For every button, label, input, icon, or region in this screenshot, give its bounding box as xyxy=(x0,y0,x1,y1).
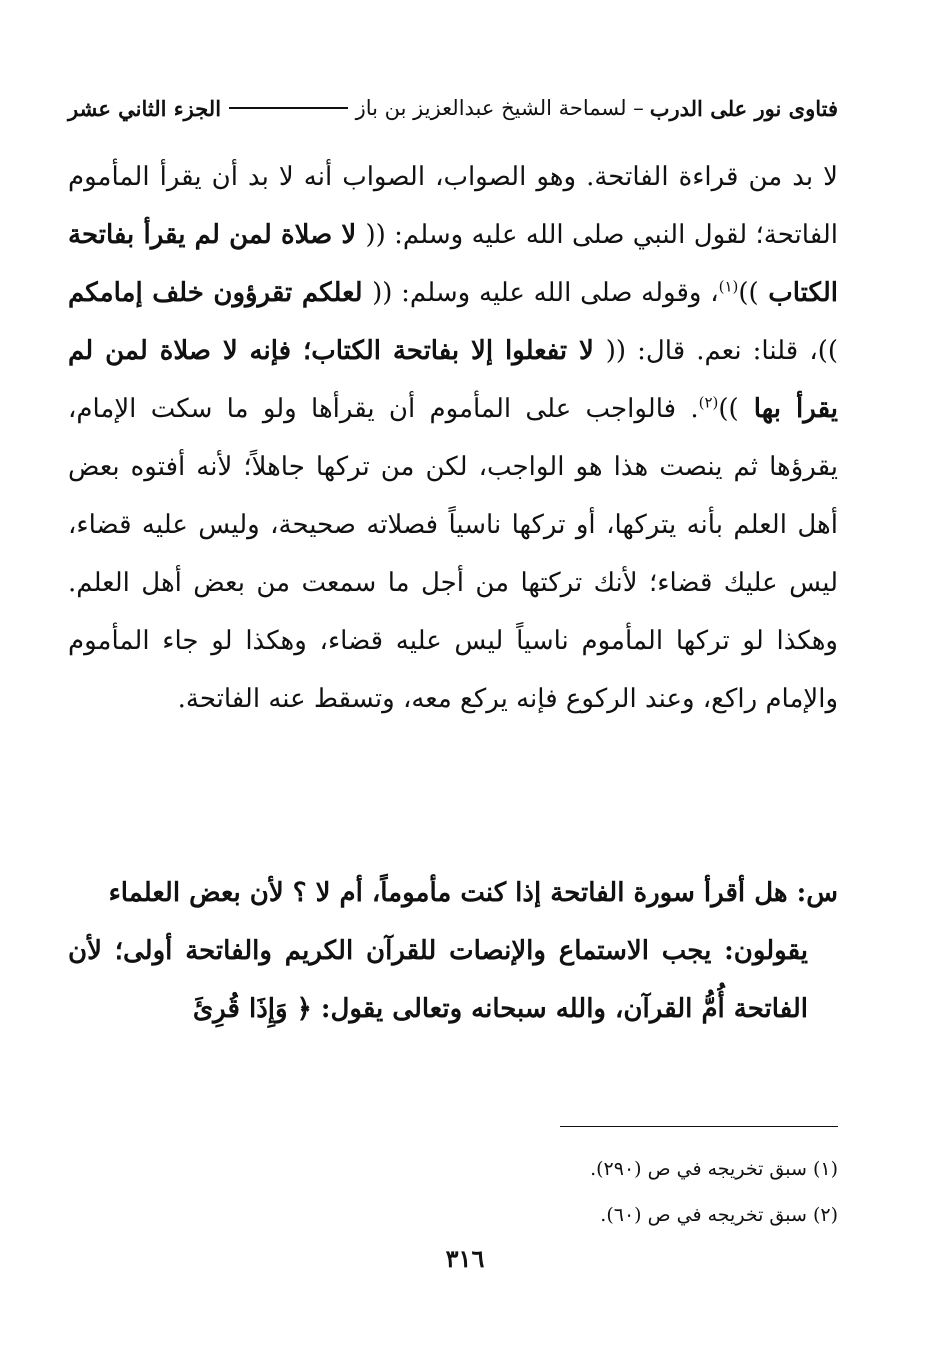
header-rule xyxy=(229,107,348,109)
question-first-line: س: هل أقرأ سورة الفاتحة إذا كنت مأموماً، أم لا ؟ لأن بعض العلماء xyxy=(108,878,838,908)
text-run: لا بد من قراءة الفاتحة. وهو الصواب، الصواب أنه لا بد أن يقرأ المأموم الفاتحة؛ لقول النبي صلى الله عليه وسلم: (( xyxy=(68,162,838,250)
footnotes xyxy=(500,1146,838,1238)
footnote-divider xyxy=(560,1126,838,1127)
volume-label: الجزء الثاني عشر xyxy=(68,95,222,121)
footnote-ref: (١) xyxy=(718,277,739,296)
answer-paragraph xyxy=(68,148,838,728)
book-title: فتاوى نور على الدرب xyxy=(649,95,838,121)
hadith-quote: لعلكم تقرؤون خلف إمامكم xyxy=(68,278,373,308)
footnote-1: (١) سبق تخريجه في ص (٢٩٠). xyxy=(590,1158,838,1180)
page-number: ٣١٦ xyxy=(445,1244,485,1273)
answer-text xyxy=(68,148,838,728)
text-run: . فالواجب على المأموم أن يقرأها ولو ما سكت الإمام، يقرؤها ثم ينصت هذا هو الواجب، لكن من تركها جاهلاً؛ لأنه أفتوه بعض أهل العلم بأنه يتركها، أو تركها ناسياً فصلاته صحيحة، وليس عليه قضاء، ليس عليك قضاء؛ لأنك تركتها من أجل ما سمعت من بعض أهل العلم. وهكذا لو تركها المأموم ناسياً ليس عليه قضاء، وهكذا لو جاء المأموم والإمام راكع، وعند الركوع فإنه يركع معه، وتسقط عنه الفاتحة. xyxy=(68,394,838,714)
hadith-quote: لا تفعلوا إلا بفاتحة الكتاب؛ فإنه لا صلاة لمن لم يقرأ بها xyxy=(68,336,838,424)
text-run: )) xyxy=(718,394,739,424)
running-header xyxy=(68,88,838,128)
question-continuation: يقولون: يجب الاستماع والإنصات للقرآن الكريم والفاتحة أولى؛ لأن الفاتحة أُمُّ القرآن، والله سبحانه وتعالى يقول: ﴿ وَإِذَا قُرِئَ xyxy=(68,936,808,1024)
text-run: ))، قلنا: نعم. قال: (( xyxy=(605,336,838,366)
footnote-ref: (٢) xyxy=(698,393,719,412)
text-run: ، وقوله صلى الله عليه وسلم: (( xyxy=(372,278,719,308)
text-run: )) xyxy=(738,278,759,308)
question-block xyxy=(68,864,838,1038)
footnote-2: (٢) سبق تخريجه في ص (٦٠). xyxy=(600,1204,838,1226)
author-name: – لسماحة الشيخ عبدالعزيز بن باز xyxy=(355,96,644,120)
hadith-quote: لا صلاة لمن لم يقرأ بفاتحة الكتاب xyxy=(68,220,838,308)
